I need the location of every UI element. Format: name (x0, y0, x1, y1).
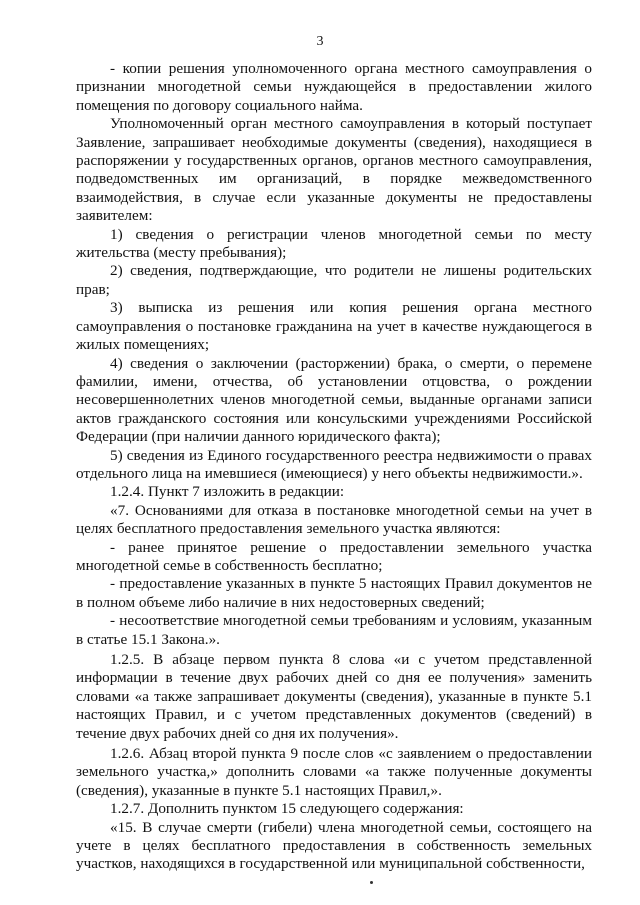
list-item-5: 5) сведения из Единого государственного реестра недвижимости о правах отдельного лица на имевшиеся (имеющиеся) у него объекты недвижимости.». (76, 446, 592, 482)
paragraph-1-2-7: 1.2.7. Дополнить пунктом 15 следующего содержания: (110, 800, 464, 818)
page-number: 3 (316, 34, 324, 49)
ground-1: - ранее принятое решение о предоставлении земельного участка многодетной семье в собственность бесплатно; (76, 538, 592, 574)
list-item-4: 4) сведения о заключении (расторжении) брака, о смерти, о перемене фамилии, имени, отчества, об установлении отцовства, о рождении несовершеннолетних членов многодетной семьи, выданные органами записи актов гражданского состояния или консульскими учреждениями Российской Федерации (при наличии данного юридического факта); (76, 354, 592, 446)
list-item-1: 1) сведения о регистрации членов многодетной семьи по месту жительства (месту пребывания); (76, 225, 592, 262)
list-item-3: 3) выписка из решения или копия решения органа местного самоуправления о постановке гражданина на учет в качестве нуждающегося в жилых помещениях; (76, 299, 592, 354)
scan-speck (370, 881, 373, 884)
paragraph-1: - копии решения уполномоченного органа местного самоуправления о признании многодетной семьи нуждающейся в предоставлении жилого помещения по договору социального найма. (76, 60, 592, 114)
paragraph-1-2-5: 1.2.5. В абзаце первом пункта 8 слова «и с учетом представленной информации в течение двух рабочих дней со дня ее получения» заменить словами «а также запрашивает документы (сведения), указанные в пункте 5.1 настоящих Правил, и с учетом представленных документов (сведений) в течение двух рабочих дней со дня их получения». (76, 651, 592, 742)
ground-3: - несоответствие многодетной семьи требованиям и условиям, указанным в статье 15.1 Закона.». (76, 612, 592, 648)
paragraph-7-intro: «7. Основаниями для отказа в постановке многодетной семьи на учет в целях бесплатного предоставления земельного участка являются: (76, 501, 592, 538)
list-item-2: 2) сведения, подтверждающие, что родители не лишены родительских прав; (76, 262, 592, 298)
paragraph-1-2-6: 1.2.6. Абзац второй пункта 9 после слов «с заявлением о предоставлении земельного участка,» дополнить словами «а также полученные документы (сведения), указанные в пункте 5.1 настоящих Правил,». (76, 745, 592, 799)
paragraph-2: Уполномоченный орган местного самоуправления в который поступает Заявление, запрашивает необходимые документы (сведения), находящиеся в распоряжении у государственных органов, органов местного самоуправления, подведомственных им организаций, в порядке межведомственного взаимодействия, в случае если указанные документы не предоставлены заявителем: (76, 115, 592, 225)
paragraph-1-2-4: 1.2.4. Пункт 7 изложить в редакции: (110, 483, 345, 501)
ground-2: - предоставление указанных в пункте 5 настоящих Правил документов не в полном объеме либо наличие в них недостоверных сведений; (76, 575, 592, 611)
document-body (76, 60, 592, 874)
paragraph-15: «15. В случае смерти (гибели) члена многодетной семьи, состоящего на учете в целях бесплатного предоставления в собственность земельных участков, находящихся в государственной или муниципальной собственности, (76, 818, 592, 873)
